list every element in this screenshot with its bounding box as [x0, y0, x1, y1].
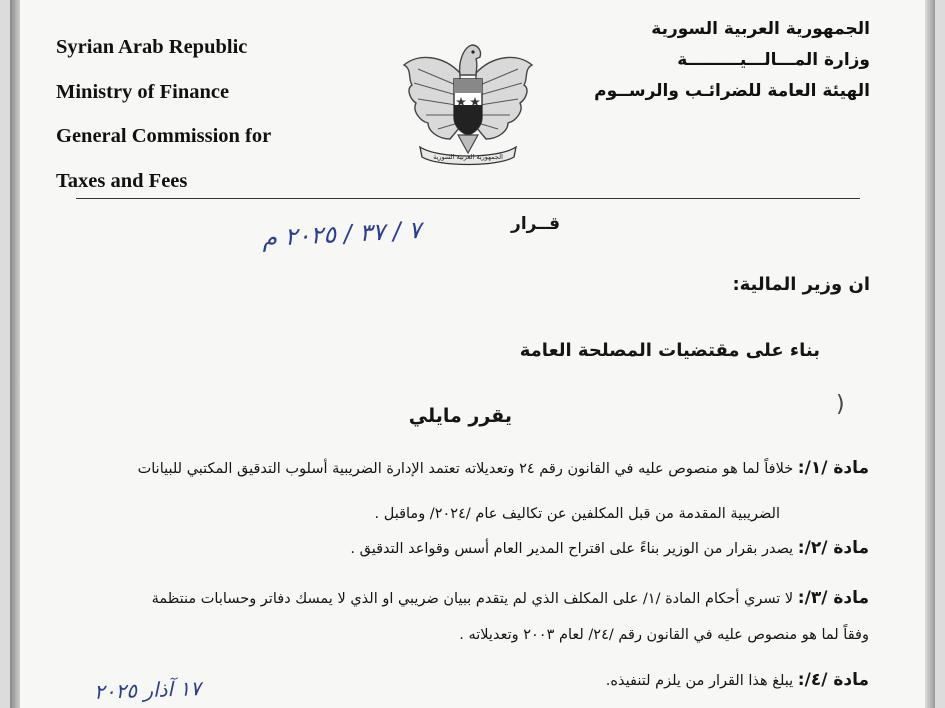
- emblem-ribbon-text: الجمهورية العربية السورية: [433, 153, 503, 161]
- based-on-line: بناء على مقتضيات المصلحة العامة: [519, 340, 820, 361]
- article-3-text: لا تسري أحكام المادة /١/ على المكلف الذي لم يتقدم ببيان ضريبي او الذي لا يمسك دفاتر وحسابات منتظمة: [151, 591, 794, 607]
- arabic-letterhead: [540, 14, 870, 107]
- arabic-letterhead-line-1: الجمهورية العربية السورية: [651, 19, 870, 39]
- english-letterhead-line-2: Ministry of Finance: [56, 80, 230, 103]
- article-4-label: مادة /٤/:: [797, 670, 869, 690]
- arabic-letterhead-line-3: الهيئة العامة للضرائـب والرســوم: [594, 81, 870, 101]
- article-3-continuation: وفقاً لما هو منصوص عليه في القانون رقم /٢٤/ لعام ٢٠٠٣ وتعديلاته .: [459, 627, 869, 643]
- article-2: [350, 538, 869, 558]
- english-letterhead: [56, 30, 356, 208]
- article-1: [138, 458, 869, 478]
- article-3: [152, 588, 869, 608]
- handwritten-date: ١٧ آذار ٢٠٢٥: [93, 676, 202, 704]
- decision-number: ٧ / ٣٧ / ٢٠٢٥ م: [261, 215, 423, 253]
- article-4: [606, 670, 869, 690]
- minister-line: ان وزير المالية:: [732, 274, 870, 295]
- article-1-continuation: الضريبية المقدمة من قبل المكلفين عن تكاليف عام /٢٠٢٤/ وماقبل .: [374, 506, 780, 522]
- decides-heading: يقرر مايلي: [408, 405, 512, 427]
- article-1-label: مادة /١/:: [797, 458, 869, 478]
- arabic-letterhead-line-2: وزارة المـــالـــيـــــــــة: [677, 50, 870, 70]
- decision-label: قــرار: [511, 214, 560, 234]
- article-2-label: مادة /٢/:: [797, 538, 869, 558]
- english-letterhead-line-3: General Commission for: [56, 125, 272, 147]
- eagle-emblem-icon: [398, 35, 538, 175]
- scan-left-edge: [10, 0, 20, 708]
- article-3-label: مادة /٣/:: [797, 588, 869, 608]
- english-letterhead-line-1: Syrian Arab Republic: [56, 36, 248, 58]
- scan-right-edge: [925, 0, 935, 708]
- article-2-text: يصدر بقرار من الوزير بناءً على اقتراح المدير العام أسس وقواعد التدقيق .: [350, 541, 794, 557]
- pen-mark: (: [836, 392, 845, 417]
- english-letterhead-line-4: Taxes and Fees: [56, 169, 188, 192]
- article-4-text: يبلغ هذا القرار من يلزم لتنفيذه.: [605, 673, 794, 689]
- article-1-text: خلافاً لما هو منصوص عليه في القانون رقم ٢٤ وتعديلاته تعتمد الإدارة الضريبية أسلوب التدقيق المكتبي للبيانات: [137, 461, 794, 477]
- header-divider: [76, 198, 860, 199]
- document-page: [10, 0, 935, 708]
